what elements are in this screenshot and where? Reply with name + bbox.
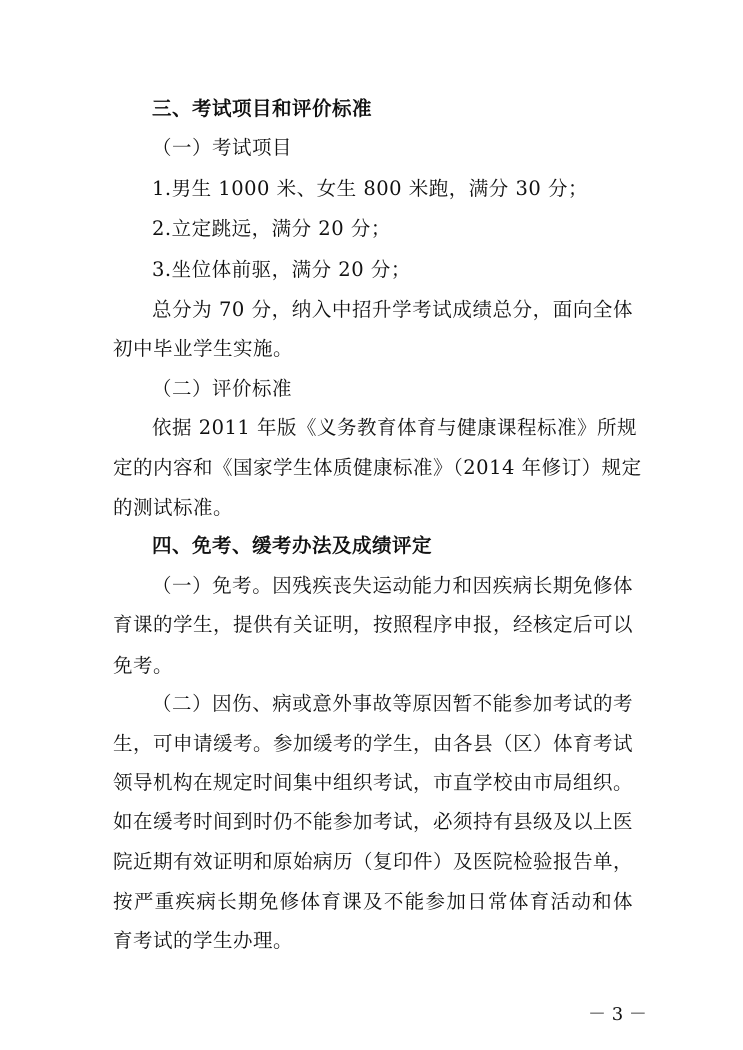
paragraph-deferral-line-3: 领导机构在规定时间集中组织考试，市直学校由市局组织。	[113, 771, 634, 794]
page-number: － 3 －	[588, 1004, 647, 1025]
exam-item-1: 1.男生 1000 米、女生 800 米跑，满分 30 分；	[152, 177, 588, 200]
exam-item-3: 3.坐位体前驱，满分 20 分；	[152, 258, 411, 281]
paragraph-deferral-line-2: 生，可申请缓考。参加缓考的学生，由各县（区）体育考试	[113, 732, 634, 755]
paragraph-total-line-1: 总分为 70 分，纳入中招升学考试成绩总分，面向全体	[152, 298, 633, 321]
paragraph-exemption-line-3: 免考。	[113, 654, 174, 677]
paragraph-standard-line-1: 依据 2011 年版《义务教育体育与健康课程标准》所规	[152, 416, 638, 439]
paragraph-standard-line-2: 定的内容和《国家学生体质健康标准》（2014 年修订）规定	[113, 456, 642, 479]
subheading-evaluation-standard: （二）评价标准	[152, 377, 293, 400]
paragraph-deferral-line-4: 如在缓考时间到时仍不能参加考试，必须持有县级及以上医	[113, 810, 634, 833]
paragraph-exemption-line-1: （一）免考。因残疾丧失运动能力和因疾病长期免修体	[152, 574, 633, 597]
paragraph-deferral-line-5: 院近期有效证明和原始病历（复印件）及医院检验报告单，	[113, 850, 634, 873]
paragraph-standard-line-3: 的测试标准。	[113, 496, 234, 519]
paragraph-deferral-line-1: （二）因伤、病或意外事故等原因暂不能参加考试的考	[152, 692, 633, 715]
section-heading-3: 三、考试项目和评价标准	[152, 97, 373, 120]
paragraph-deferral-line-7: 育考试的学生办理。	[113, 929, 294, 952]
paragraph-total-line-2: 初中毕业学生实施。	[113, 337, 294, 360]
paragraph-exemption-line-2: 育课的学生，提供有关证明，按照程序申报，经核定后可以	[113, 613, 634, 636]
section-heading-4: 四、免考、缓考办法及成绩评定	[152, 534, 433, 557]
subheading-exam-items: （一）考试项目	[152, 136, 293, 159]
exam-item-2: 2.立定跳远，满分 20 分；	[152, 217, 391, 240]
paragraph-deferral-line-6: 按严重疾病长期免修体育课及不能参加日常体育活动和体	[113, 890, 633, 913]
